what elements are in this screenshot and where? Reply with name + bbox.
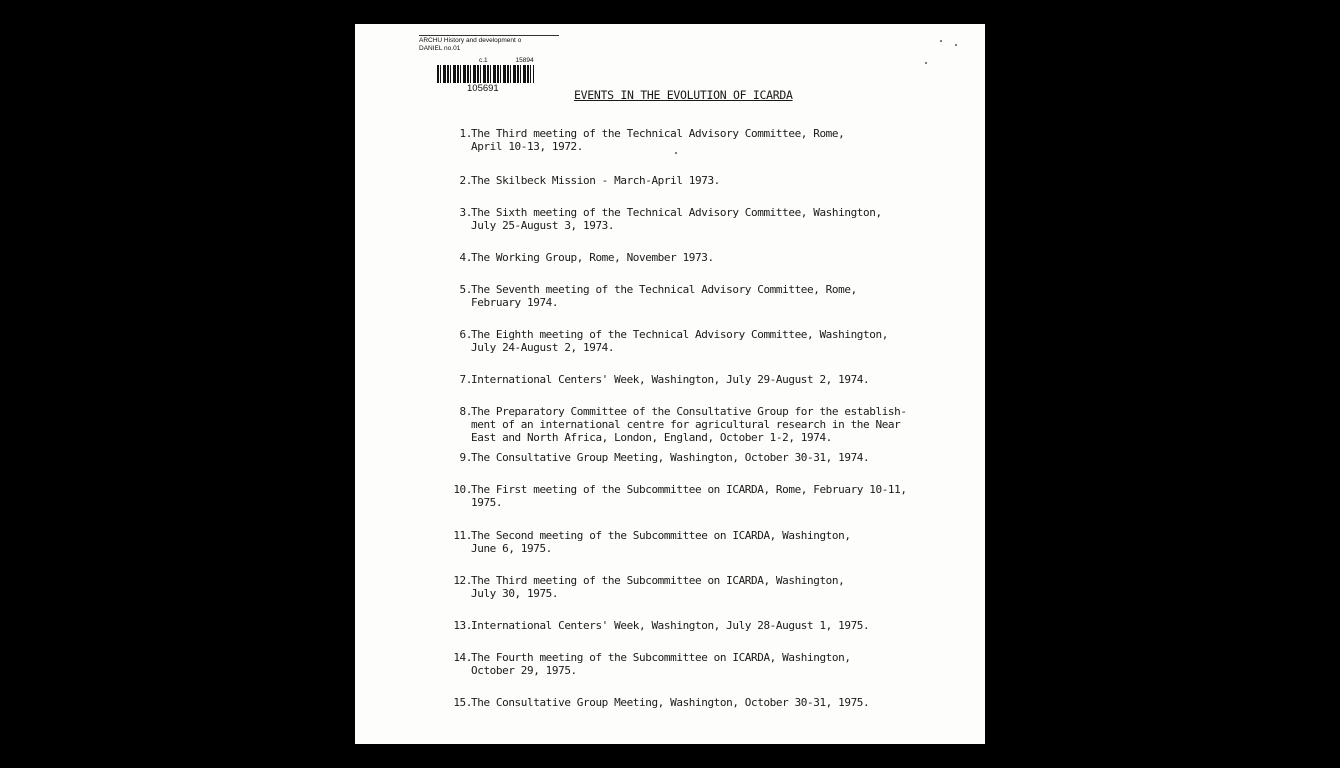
event-number: 13. <box>453 619 472 632</box>
scan-speck <box>675 152 677 154</box>
event-text: The Third meeting of the Technical Advisory Committee, Rome, April 10-13, 1972. <box>471 127 845 153</box>
event-text: The Second meeting of the Subcommittee on ICARDA, Washington, June 6, 1975. <box>471 529 851 555</box>
event-text: The Fourth meeting of the Subcommittee on ICARDA, Washington, October 29, 1975. <box>471 651 851 677</box>
document-title: EVENTS IN THE EVOLUTION OF ICARDA <box>574 88 793 102</box>
event-number: 2. <box>459 174 472 187</box>
event-number: 10. <box>453 483 472 496</box>
catalog-rule <box>419 35 559 36</box>
copy-number: c.1 <box>479 57 488 64</box>
barcode-number: 105691 <box>467 83 499 94</box>
event-text: The Consultative Group Meeting, Washington, October 30-31, 1974. <box>471 451 870 464</box>
event-text: The Working Group, Rome, November 1973. <box>471 251 714 264</box>
event-number: 11. <box>453 529 472 542</box>
event-number: 14. <box>453 651 472 664</box>
catalog-line-2: DANIEL no.01 <box>419 45 461 52</box>
event-text: The Seventh meeting of the Technical Advisory Committee, Rome, February 1974. <box>471 283 857 309</box>
event-number: 6. <box>459 328 472 341</box>
event-text: The First meeting of the Subcommittee on ICARDA, Rome, February 10-11, 1975. <box>471 483 907 509</box>
scan-speck <box>955 44 957 46</box>
event-text: The Third meeting of the Subcommittee on ICARDA, Washington, July 30, 1975. <box>471 574 845 600</box>
event-number: 4. <box>459 251 472 264</box>
event-number: 5. <box>459 283 472 296</box>
event-text: International Centers' Week, Washington, July 29-August 2, 1974. <box>471 373 870 386</box>
scan-speck <box>925 62 927 64</box>
document-page <box>355 24 985 744</box>
event-text: International Centers' Week, Washington, July 28-August 1, 1975. <box>471 619 870 632</box>
event-text: The Preparatory Committee of the Consultative Group for the establish- ment of an international centre for agricultural research in the Near East and North Africa, London, England, October 1-2, 1974. <box>471 405 907 444</box>
event-number: 1. <box>459 127 472 140</box>
event-text: The Eighth meeting of the Technical Advisory Committee, Washington, July 24-August 2, 1974. <box>471 328 888 354</box>
event-number: 15. <box>453 696 472 709</box>
catalog-line-1: ARCHU History and development o <box>419 37 522 44</box>
event-number: 9. <box>459 451 472 464</box>
event-text: The Sixth meeting of the Technical Advisory Committee, Washington, July 25-August 3, 1973. <box>471 206 882 232</box>
catalog-stamp <box>419 37 569 64</box>
accession-number: 15894 <box>515 57 534 64</box>
scan-speck <box>940 40 942 42</box>
event-number: 12. <box>453 574 472 587</box>
event-number: 7. <box>459 373 472 386</box>
event-text: The Skilbeck Mission - March-April 1973. <box>471 174 720 187</box>
catalog-copy-row <box>479 57 560 65</box>
barcode-icon <box>437 65 534 83</box>
event-number: 3. <box>459 206 472 219</box>
event-number: 8. <box>459 405 472 418</box>
event-text: The Consultative Group Meeting, Washington, October 30-31, 1975. <box>471 696 870 709</box>
